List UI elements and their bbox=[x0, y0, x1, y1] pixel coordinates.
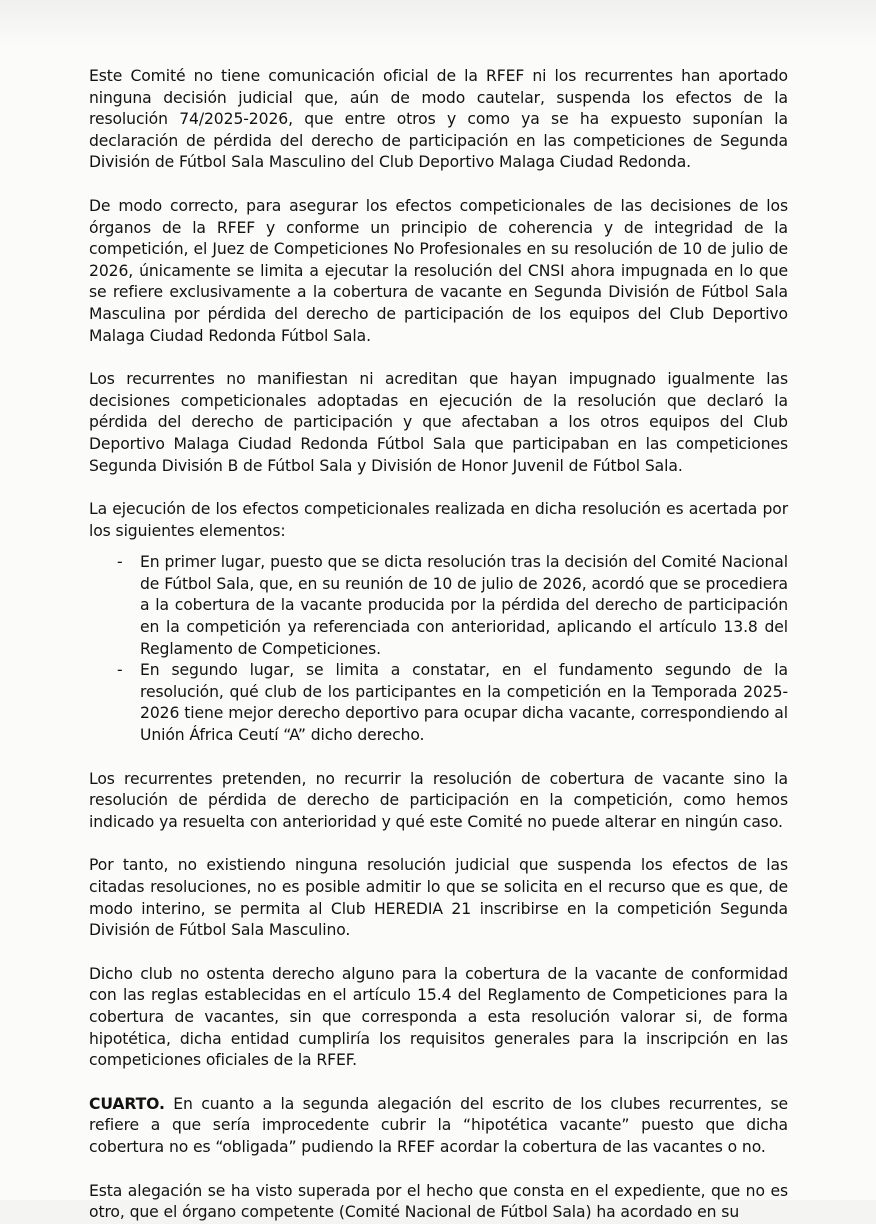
paragraph-7: Dicho club no ostenta derecho alguno para la cobertura de la vacante de conformidad con las reglas establecidas en el artículo 15.4 del Reglamento de Competiciones para la cobertura de vacantes, sin que corresponda a esta resolución valorar si, de forma hipotética, dicha entidad cumpliría los requisitos generales para la inscripción en las competiciones oficiales de la RFEF. bbox=[89, 964, 788, 1070]
paragraph-cuarto bbox=[89, 1094, 788, 1159]
list-item bbox=[89, 660, 788, 746]
paragraph-4: La ejecución de los efectos competicionales realizada en dicha resolución es acertada por los siguientes elementos: bbox=[89, 500, 788, 540]
list-dash: - bbox=[117, 661, 123, 680]
paragraph-3: Los recurrentes no manifiestan ni acreditan que hayan impugnado igualmente las decisiones competicionales adoptadas en ejecución de la resolución que declaró la pérdida del derecho de participación y que afectaban a los otros equipos del Club Deportivo Malaga Ciudad Redonda Fútbol Sala que participaban en las competiciones Segunda División B de Fútbol Sala y División de Honor Juvenil de Fútbol Sala. bbox=[89, 370, 788, 475]
document-body bbox=[89, 66, 788, 1224]
paragraph-last: Esta alegación se ha visto superada por el hecho que consta en el expediente, que no es otro, que el órgano competente (Comité Nacional de Fútbol Sala) ha acordado en su bbox=[89, 1181, 788, 1222]
cuarto-text: En cuanto a la segunda alegación del escrito de los clubes recurrentes, se refiere a que sería improcedente cubrir la “hipotética vacante” puesto que dicha cobertura no es “obligada” pudiendo la RFEF acordar la cobertura de las vacantes o no. bbox=[89, 1094, 788, 1156]
paragraph-2: De modo correcto, para asegurar los efectos competicionales de las decisiones de los órganos de la RFEF y conforme un principio de coherencia y de integridad de la competición, el Juez de Competiciones No Profesionales en su resolución de 10 de julio de 2026, únicamente se limita a ejecutar la resolución del CNSI ahora impugnada en lo que se refiere exclusivamente a la cobertura de vacante en Segunda División de Fútbol Sala Masculina por pérdida del derecho de participación de los equipos del Club Deportivo Malaga Ciudad Redonda Fútbol Sala. bbox=[89, 196, 788, 345]
page-top-shadow bbox=[0, 0, 876, 46]
list-item-text: En primer lugar, puesto que se dicta resolución tras la decisión del Comité Nacional de Fútbol Sala, que, en su reunión de 10 de julio de 2026, acordó que se procediera a la cobertura de la vacante producida por la pérdida del derecho de participación en la competición ya referenciada con anterioridad, aplicando el artículo 13.8 del Reglamento de Competiciones. bbox=[140, 553, 788, 658]
paragraph-1: Este Comité no tiene comunicación oficial de la RFEF ni los recurrentes han aportado ninguna decisión judicial que, aún de modo cautelar, suspenda los efectos de la resolución 74/2025-2026, que entre otros y como ya se ha expuesto suponían la declaración de pérdida del derecho de participación en las competiciones de Segunda División de Fútbol Sala Masculino del Club Deportivo Malaga Ciudad Redonda. bbox=[89, 67, 788, 172]
list-item-text: En segundo lugar, se limita a constatar, en el fundamento segundo de la resolución, qué club de los participantes en la competición en la Temporada 2025-2026 tiene mejor derecho deportivo para ocupar dicha vacante, correspondiendo al Unión África Ceutí “A” dicho derecho. bbox=[140, 661, 788, 745]
list-item bbox=[89, 552, 788, 660]
elements-list bbox=[89, 552, 788, 746]
paragraph-5: Los recurrentes pretenden, no recurrir la resolución de cobertura de vacante sino la resolución de pérdida de derecho de participación en la competición, como hemos indicado ya resuelta con anterioridad y qué este Comité no puede alterar en ningún caso. bbox=[89, 769, 788, 831]
list-dash: - bbox=[117, 553, 123, 572]
paragraph-6: Por tanto, no existiendo ninguna resolución judicial que suspenda los efectos de las citadas resoluciones, no es posible admitir lo que se solicita en el recurso que es que, de modo interino, se permita al Club HEREDIA 21 inscribirse en la competición Segunda División de Fútbol Sala Masculino. bbox=[89, 856, 788, 940]
section-heading-cuarto: CUARTO. bbox=[89, 1094, 165, 1113]
